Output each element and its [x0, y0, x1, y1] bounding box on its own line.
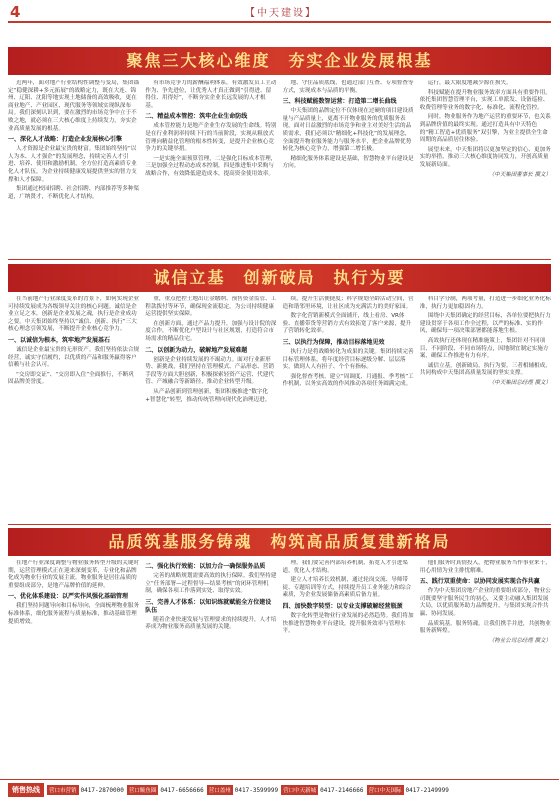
paragraph: 数字化营销新模式全面铺开，线上看房、VR体验、直播带货等营销方式有效拓宽了客户来源，提升了营销转化效率。 [282, 313, 412, 335]
article-1-body [8, 80, 551, 256]
hotline-item: 营口市营销 0417-2870000 [49, 786, 124, 794]
article-1-column [8, 80, 139, 256]
byline: （中天集团总经理 撰文） [488, 379, 551, 386]
article-2-column [145, 296, 276, 522]
paragraph: 地、守住品质底线，也通过部门互查、专项督查等方式，实现成本与品质的平衡。 [282, 80, 414, 94]
paragraph: 他们服务时真情投入，把物业服务当作事业来干，用心用情为业主排忧解难。 [419, 560, 551, 574]
hotline-item: 营口中天国际 0417-2149999 [368, 786, 449, 794]
hotline-item: 营口盖州 0417-3599999 [208, 786, 279, 794]
paragraph: 中天集团的品牌定位不仅体现在过硬的项目建设质量与产品质量上，更离不开物业服务的优质服务表现，面对日益激烈的市场竞争和业主对美好生活的品质需求，我们必须以“精细化+科技化”的发展理念，全面提升物业服务能力与服务水平，把企业品牌优势转化为核心竞争力，增强第二增长极。 [282, 108, 414, 153]
paragraph: 在当前地产行业深度变革的背景下，如何实现企业可持续发展成为各级领导关注的核心问题。诚信是企业立足之本，创新是企业发展之魂，执行是企业成功之要。中天集团始终坚持以“诚信、创新、执行”三大核心理念引领发展，不断提升企业核心竞争力。 [8, 296, 140, 333]
subheading: 二、以创新为动力，破解地产发展难题 [145, 346, 248, 354]
article-3-column [283, 560, 414, 770]
phone-number[interactable]: 0417-6656666 [160, 786, 204, 794]
article-1-column [420, 80, 551, 256]
article-2-column [420, 296, 551, 522]
article-2-body [8, 296, 551, 522]
paragraph: 成本管控能力是地产企业生存发展的生命线。特别是在行业利润率持续下行的当前阶段，实现从粗放式管理向精益化管理的根本性转变，是提升企业核心竞争力的关键举措。 [145, 123, 277, 153]
subheading: 一、以诚信为根本，筑牢地产发展基石 [8, 336, 111, 344]
byline: （物业公司总经理 撰文） [488, 637, 551, 644]
subheading: 四、加快数字转型：以专业支撑破解经营瓶颈 [282, 602, 403, 610]
sales-hotline-footer [0, 779, 559, 800]
hotline-label: 销售热线 [8, 783, 44, 797]
paragraph: 同时，物业服务作为地产运营的重要环节，也关系到品牌价值的最终实现。通过打造具有中天特色的“精工智造+优质服务”双引擎，为业主提供全生命周期的高品质居住体验。 [419, 114, 551, 144]
phone-number[interactable]: 0417-3599999 [234, 786, 279, 794]
hotline-item: 营口中天新城 0417-2146666 [283, 786, 364, 794]
subheading: 一、优化体系建设：以严实作风强化基础管理 [8, 593, 129, 601]
paragraph: 执行力是将战略转化为成果的关键。集团持续完善目标管理体系，将年度经营目标逐级分解、层层落实，做到人人有担子、个个有指标。 [282, 348, 414, 371]
subheading: 三、科技赋能数智运营：打造第二增长曲线 [282, 98, 397, 106]
paragraph: 理，我们要完善内部培养机制，拓宽人才引进渠道，优化人才结构。 [282, 560, 408, 574]
subheading: 五、践行双重使命：以协同发展实现合作共赢 [419, 578, 540, 586]
byline: （中天集团董事长 撰文） [488, 171, 551, 178]
article-2-column [8, 296, 139, 522]
paragraph: 一是实施全面预算管理，二是强化目标成本管理，三是加强全过程动态成本控制，四是推进集中采购与战略合作，有效降低建造成本，提高资金使用效率。 [145, 155, 277, 177]
paragraph: 续，提升生活便捷度；科学规划全龄活动空间，营造和谐邻里环境，让社区成为充满活力的美好家园。 [282, 296, 414, 310]
page-number: 4 [10, 3, 21, 21]
paragraph: 我们坚持问题导向和目标导向，全面梳理物业服务标准体系，细化服务流程与质量标准，推动基础管理提质增效。 [8, 603, 140, 625]
paragraph: 数字化转型是物业行业发展的必然趋势。我们将加快推进智慧物业平台建设，提升服务效率与管理水平。 [282, 612, 414, 635]
article-3-column [145, 560, 276, 770]
article-1-column [145, 80, 276, 256]
subheading: 一、深化人才战略：打造企业发展核心引擎 [8, 136, 123, 144]
article-1-column [283, 80, 414, 256]
paragraph: “交房即交证”、“交房即入住”全面推行，不断巩固品牌美誉度。 [8, 371, 134, 386]
paragraph: 完善的战略规划需要高效的执行保障。我们坚持建立“任务部署—过程督导—结果考核”的闭环管理机制，确保各项工作落到实处、取得实效。 [145, 573, 277, 595]
article-2-title: 诚信立基 创新破局 执行为要 [8, 264, 551, 292]
section-tag: 【中天建设】 [245, 8, 317, 19]
phone-number[interactable]: 0417-2146666 [320, 786, 364, 794]
paragraph: 在创新方面，通过产品力提升，加强与设计院的深度合作，不断优化户型设计与社区规划，打造符合市场需求的精品住宅。 [145, 320, 277, 342]
paragraph: 有市场竞争力的薪酬福利体系，有效激发员工主动作为、争先进位，让优秀人才真正做到“引得进、留得住、用得好”，不断夯实企业长远发展的人才根基。 [145, 80, 277, 109]
paragraph: 围绕中天集团确定的经营目标，各单位要把执行力建设贯穿于各项工作全过程，以严的标准、实的作风，确保每一项决策部署都能落地生根。 [419, 313, 551, 335]
article-3-title: 品质筑基服务铸魂 构筑高品质复建新格局 [8, 528, 551, 556]
paragraph: 精细化服务体系建设是基础，智慧物业平台建设是方向。 [282, 155, 414, 170]
paragraph: 科技赋能在提升物业服务效率方面具有重要作用。依托集团智慧管理平台，实现工单派发、设备巡检、收费管理等业务的数字化、标准化、流程化管控。 [419, 89, 551, 111]
paragraph: 从产品创新到管理创新，集团积极推进“数字化+智慧化”转型，推动传统管理向现代化治理迈进。 [145, 388, 271, 403]
paragraph: 高效执行还体现在精准施策上，集团针对不同项目、不同阶段、不同市场特点，因地制宜制定实施方案，确保工作推进有力有序。 [419, 337, 549, 360]
paragraph: 展望未来，中天集团将以更加坚定的信心、更加务实的举措，推动三大核心维度协同发力，开创高质量发展新局面。 [419, 146, 551, 168]
paragraph: 集团通过校园招聘、社会招聘、内部推荐等多种渠道，广纳贤才，不断优化人才结构。 [8, 186, 140, 200]
paragraph: 随着企业快速发展与管理要求的持续提升，人才培养成为物业服务高质量发展的关键。 [145, 616, 277, 631]
article-1-title: 聚焦三大核心维度 夯实企业发展根基 [8, 47, 551, 75]
subheading: 三、完善人才体系：以知识练就赋能全方位建设队伍 [145, 598, 272, 614]
paragraph: 在地产行业深度调整与物业服务转型升级的关键时期，运营管理模式正在迎来深刻变革，专业化和品牌化成为物业行业的发展主流。物业服务是居住品质的重要组成部分，是地产品牌价值的延伸。 [8, 560, 140, 589]
page-header [0, 0, 559, 22]
phone-number[interactable]: 0417-2149999 [405, 786, 449, 794]
section-divider [8, 524, 551, 525]
subheading: 二、强化执行效能：以加力合一确保服务品质 [145, 563, 266, 570]
paragraph: 重，重点把控土地出让金缴纳、预售资金监管、工程款拨付等环节，确保现金流稳定，为公司持续健康运营提供坚实保障。 [145, 296, 277, 318]
section-divider [8, 259, 551, 260]
paragraph: 建立人才培养长效机制，通过轮岗交流、导师带徒、专题培训等方式，持续提升员工业务能力和综合素质，为企业发展储备高素质后备力量。 [282, 577, 412, 599]
paragraph: 诚信立基，创新破局，执行为要。三者相辅相成，共同构成中天集团高质量发展的坚实支撑。 [419, 362, 551, 377]
paragraph: 作为中天集团房地产企业的重要组成部分，物业公司既要坚守服务民生的初心，又要主动融入集团发展大局，以优质服务助力品牌提升，与集团实现合作共赢、协同发展。 [419, 588, 551, 617]
article-2-column [283, 296, 414, 522]
paragraph: 科目学分制，两项考量，打造进一步细化业务化标准，执行力更加稳固有力。 [419, 296, 551, 310]
article-3-column [420, 560, 551, 770]
header-rule [8, 21, 551, 23]
article-3-column [8, 560, 139, 770]
subheading: 二、精益成本管控：筑牢企业生命防线 [145, 113, 248, 121]
subheading: 三、以执行为保障，推动目标落地见效 [282, 338, 385, 346]
paragraph: 诚信是企业最宝贵的无形资产。我们坚持依法合规经营，诚实守信履约，以优质的产品和服务赢得客户信赖与社会认可。 [8, 346, 140, 369]
article-3-body [8, 560, 551, 770]
paragraph: 强化督查考核，建立“周调度、月通报、季考核”工作机制，以务实高效的作风推动各项任务圆满完成。 [282, 373, 414, 388]
paragraph: 品质筑基，服务铸魂。让我们携手并进，共创物业服务新辉煌。 [419, 620, 551, 635]
paragraph: 近两年，面对地产行业结构性调整与变局，集团锚定“稳健深耕+多元拓展”的战略定力，既在大连、锦州、辽阳、沈阳等地实现土地储备的高效吸收，更在商业地产、产业园区、现代服务等领域实现纵深布局。我们深刻认识到，要在激烈的市场竞争中立于不败之地，就必须在三大核心维度上持续发力，夯实企业高质量发展的根基。 [8, 80, 140, 132]
paragraph: 运行，最大限度地减少源在损失。 [427, 80, 512, 86]
paragraph: 创新是企业持续发展的不竭动力。面对行业新形势、新挑战，我们坚持在管理模式、产品形态、营销手段等方面大胆创新，积极探索轻资产运营、代建代管、产城融合等新路径，推动企业转型升级。 [145, 356, 274, 386]
phone-number[interactable]: 0417-2870000 [80, 786, 124, 794]
paragraph: 人才资源是企业最宝贵的财富。集团始终坚持“以人为本、人才强企”的发展理念，持续完善人才引进、培养、使用和激励机制，全方位打造高素质专业化人才队伍，为企业持续健康发展提供坚实的智力支撑和人才保障。 [8, 146, 137, 183]
hotline-item: 营口鲅鱼圈 0417-6656666 [128, 786, 204, 794]
